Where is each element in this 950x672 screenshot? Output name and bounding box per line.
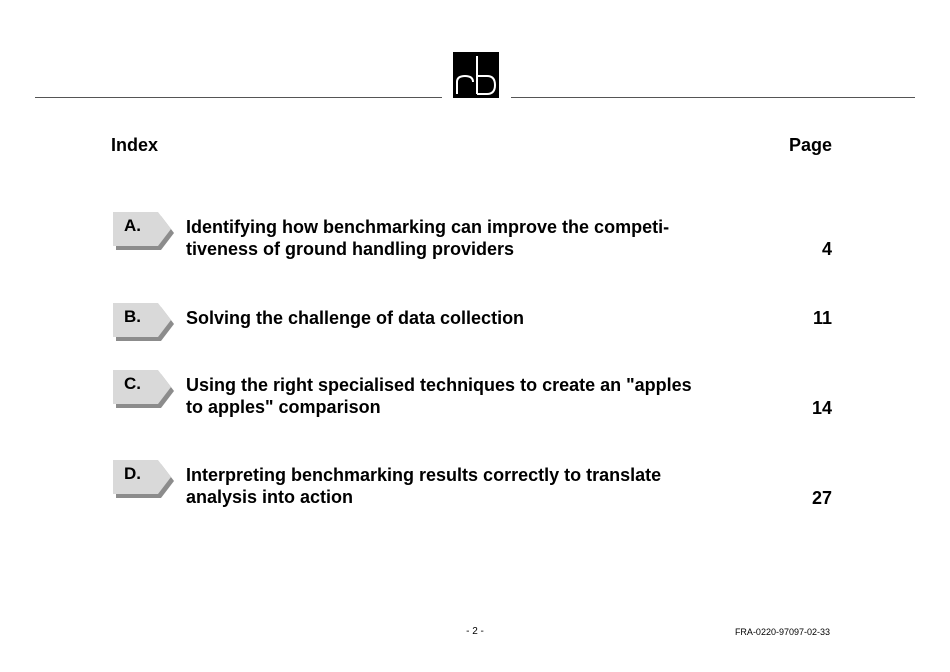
index-heading: Index bbox=[111, 135, 159, 155]
header-rule-left bbox=[35, 97, 442, 98]
section-letter: B. bbox=[124, 307, 141, 326]
footer-page-number: - 2 - bbox=[466, 626, 484, 637]
company-logo bbox=[453, 52, 499, 98]
footer-document-code: FRA-0220-97097-02-33 bbox=[734, 627, 830, 637]
section-tab-b bbox=[113, 303, 175, 343]
entry-title bbox=[186, 307, 786, 329]
section-letter: A. bbox=[124, 216, 141, 235]
entry-title-line: Interpreting benchmarking results correctly to translate bbox=[186, 465, 662, 485]
entry-title-line: Solving the challenge of data collection bbox=[186, 308, 525, 328]
arrow-tab-icon bbox=[113, 212, 175, 252]
entry-title-line: tiveness of ground handling providers bbox=[186, 239, 515, 259]
entry-title bbox=[186, 464, 786, 508]
entry-title-line: to apples" comparison bbox=[186, 397, 381, 417]
arrow-tab-icon bbox=[113, 303, 175, 343]
entry-title-line: Using the right specialised techniques to create an "apples bbox=[186, 375, 692, 395]
entry-title-line: analysis into action bbox=[186, 487, 354, 507]
section-letter: D. bbox=[124, 464, 141, 483]
arrow-tab-icon bbox=[113, 370, 175, 410]
section-letter: C. bbox=[124, 374, 141, 393]
entry-page-number: 11 bbox=[812, 308, 832, 328]
entry-page-number: 4 bbox=[821, 239, 832, 259]
section-tab-c bbox=[113, 370, 175, 410]
section-tab-d bbox=[113, 460, 175, 500]
page-heading: Page bbox=[788, 135, 832, 155]
entry-title bbox=[186, 216, 786, 260]
section-tab-a bbox=[113, 212, 175, 252]
entry-title-line: Identifying how benchmarking can improve the competi- bbox=[186, 217, 670, 237]
header-rule-right bbox=[511, 97, 915, 98]
entry-page-number: 14 bbox=[811, 398, 832, 418]
entry-page-number: 27 bbox=[811, 488, 832, 508]
arrow-tab-icon bbox=[113, 460, 175, 500]
entry-title bbox=[186, 374, 786, 418]
rb-logo-icon bbox=[453, 52, 499, 98]
